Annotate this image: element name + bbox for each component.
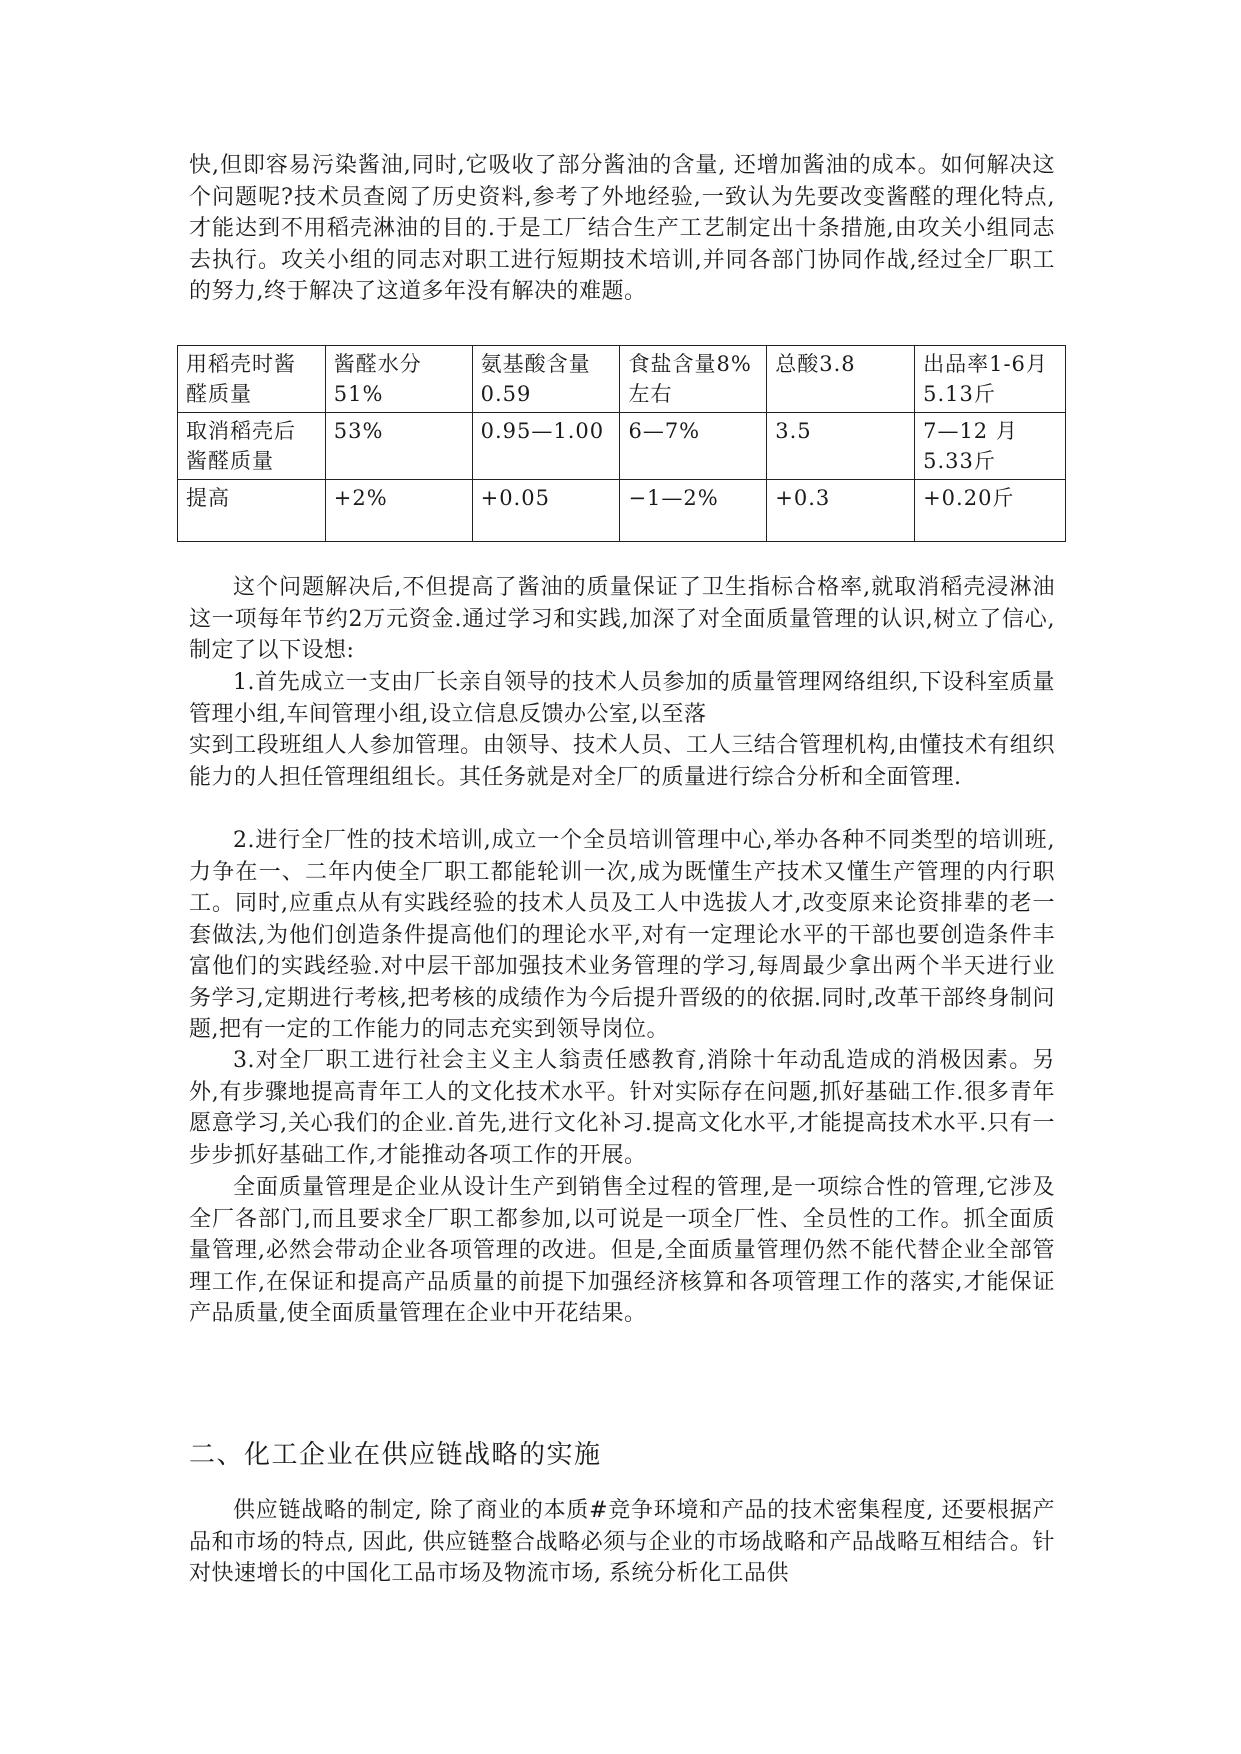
table-cell: +0.3 [767,480,915,542]
table-cell: +2% [325,480,472,542]
body-paragraph: 全面质量管理是企业从设计生产到销售全过程的管理,是一项综合性的管理,它涉及全厂各部门,而且要求全厂职工都参加,以可说是一项全厂性、全员性的工作。抓全面质量管理,必然会带动企业各项管理的改进。但是,全面质量管理仍然不能代替企业全部管理工作,在保证和提高产品质量的前提下加强经济核算和各项管理工作的落实,才能保证产品质量,使全面质量管理在企业中开花结果。 [189,1175,1055,1326]
table-row [178,346,1066,413]
list-item: 2.进行全厂性的技术培训,成立一个全员培训管理中心,举办各种不同类型的培训班,力争在一、二年内使全厂职工都能轮训一次,成为既懂生产技术又懂生产管理的内行职工。同时,应重点从有实践经验的技术人员及工人中选拔人才,改变原来论资排辈的老一套做法,为他们创造条件提高他们的理论水平,对有一定理论水平的干部也要创造条件丰富他们的实践经验.对中层干部加强技术业务管理的学习,每周最少拿出两个半天进行业务学习,定期进行考核,把考核的成绩作为今后提升晋级的的依据.同时,改革干部终身制问题,把有一定的工作能力的同志充实到领导岗位。 [189,828,1055,1042]
table-cell: 7—12 月5.33斤 [915,413,1066,480]
section-heading: 二、化工企业在供应链战略的实施 [189,1440,602,1470]
table-row [178,413,1066,480]
table-cell: 3.5 [767,413,915,480]
table-cell: 总酸3.8 [767,346,915,413]
table-cell: 提高 [178,480,326,542]
table-cell: 食盐含量8%左右 [620,346,767,413]
table-cell: 6—7% [620,413,767,480]
body-paragraph: 实到工段班组人人参加管理。由领导、技术人员、工人三结合管理机构,由懂技术有组织能力的人担任管理组组长。其任务就是对全厂的质量进行综合分析和全面管理. [189,733,1055,790]
table-cell: 53% [325,413,472,480]
table-cell: +0.20斤 [915,480,1066,542]
table-cell: 取消稻壳后酱醛质量 [178,413,326,480]
section-paragraph: 供应链战略的制定, 除了商业的本质#竞争环境和产品的技术密集程度, 还要根据产品和市场的特点, 因此, 供应链整合战略必须与企业的市场战略和产品战略互相结合。针对快速增长的中国化工品市场及物流市场, 系统分析化工品供 [189,1498,1055,1586]
intro-paragraph: 快,但即容易污染酱油,同时,它吸收了部分酱油的含量, 还增加酱油的成本。如何解决这个问题呢?技术员查阅了历史资料,参考了外地经验,一致认为先要改变酱醛的理化特点,才能达到不用稻壳淋油的目的.于是工厂结合生产工艺制定出十条措施,由攻关小组同志去执行。攻关小组的同志对职工进行短期技术培训,并同各部门协同作战,经过全厂职工的努力,终于解决了这道多年没有解决的难题。 [189,153,1055,304]
table-cell: 出品率1-6月 5.13斤 [915,346,1066,413]
table-cell: 用稻壳时酱醛质量 [178,346,326,413]
table-cell: −1—2% [620,480,767,542]
table-row [178,480,1066,542]
table-cell: 酱醛水分51% [325,346,472,413]
table-cell: 氨基酸含量0.59 [472,346,620,413]
quality-table [177,345,1066,542]
body-paragraph: 这个问题解决后,不但提高了酱油的质量保证了卫生指标合格率,就取消稻壳浸淋油这一项每年节约2万元资金.通过学习和实践,加深了对全面质量管理的认识,树立了信心,制定了以下设想: [189,575,1055,663]
list-item: 1.首先成立一支由厂长亲自领导的技术人员参加的质量管理网络组织,下设科室质量管理小组,车间管理小组,设立信息反馈办公室,以至落 [189,670,1055,727]
table-cell: +0.05 [472,480,620,542]
list-item: 3.对全厂职工进行社会主义主人翁责任感教育,消除十年动乱造成的消极因素。另外,有步骤地提高青年工人的文化技术水平。针对实际存在问题,抓好基础工作.很多青年愿意学习,关心我们的企业.首先,进行文化补习.提高文化水平,才能提高技术水平.只有一步步抓好基础工作,才能推动各项工作的开展。 [189,1048,1055,1168]
table-cell: 0.95—1.00 [472,413,620,480]
